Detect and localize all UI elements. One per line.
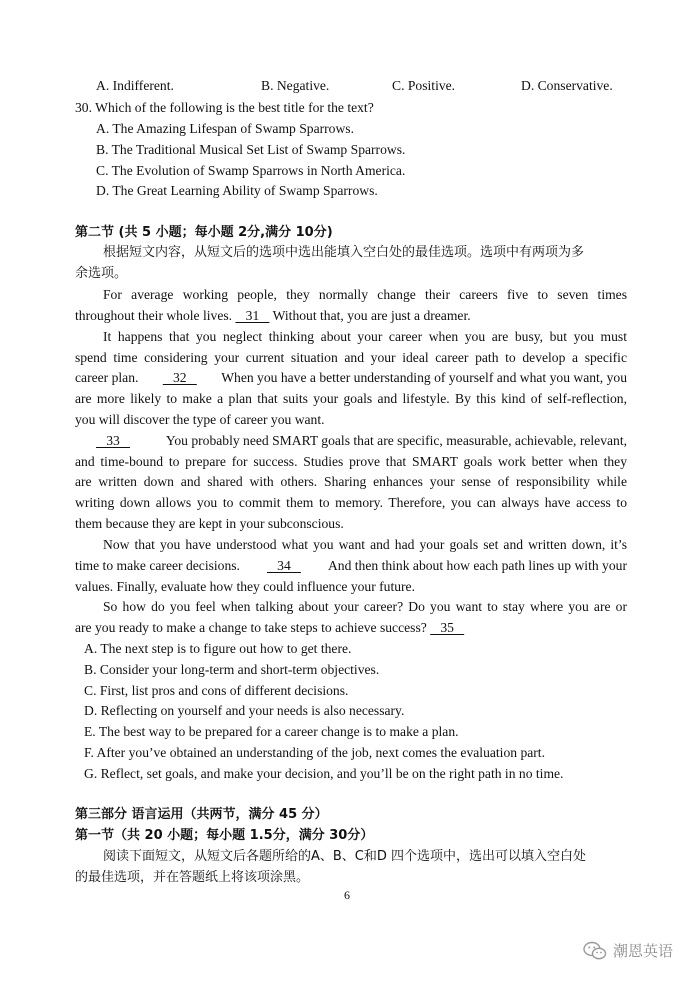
passage-line: throughout their whole lives. 31 Without that, you are just a dreamer. (75, 308, 471, 323)
page-number: 6 (344, 888, 350, 902)
q29-option-d: D. Conservative. (521, 78, 613, 93)
section2-option-g: G. Reflect, set goals, and make your decision, and you’ll be on the right path in no time. (84, 766, 564, 781)
passage-line: For average working people, they normally change their careers five to seven times (103, 287, 627, 302)
passage-line: are written down and shared with others. Sharing enhances your sense of responsibility while (75, 474, 627, 489)
passage-line: So how do you feel when talking about your career? Do you want to stay where you are or (103, 599, 627, 614)
q30-option-b: B. The Traditional Musical Set List of Swamp Sparrows. (96, 142, 406, 157)
section2-option-d: D. Reflecting on yourself and your needs is also necessary. (84, 703, 405, 718)
blank-35: 35 (430, 620, 465, 635)
passage-line: them because they are kept in your subconscious. (75, 516, 344, 531)
q30-option-d: D. The Great Learning Ability of Swamp Sparrows. (96, 183, 378, 198)
passage-line: are more likely to make a plan that suits your goals and lifestyle. By this kind of self-reflection, (75, 391, 627, 406)
passage-line: and time-bound to prepare for success. Studies prove that SMART goals work better when they (75, 454, 627, 469)
passage-line: spend time considering your current situation and your ideal career path to develop a specific (75, 350, 627, 365)
q30-question: 30. Which of the following is the best title for the text? (75, 100, 374, 115)
part3-instruction-1: 阅读下面短文，从短文后各题所给的A、B、C和D 四个选项中，选出可以填入空白处 (103, 849, 587, 864)
part3-section1-heading: 第一节（共 20 小题；每小题 1.5分，满分 30分） (75, 828, 374, 843)
q29-option-b: B. Negative. (261, 78, 330, 93)
passage-line: writing down allows you to commit them to memory. Therefore, you can always have access to (75, 495, 627, 510)
section2-option-e: E. The best way to be prepared for a career change is to make a plan. (84, 724, 459, 739)
passage-line: time to make career decisions. 34 And then think about how each path lines up with your (75, 558, 627, 573)
section2-heading: 第二节 (共 5 小题；每小题 2分,满分 10分) (75, 225, 333, 240)
blank-31: 31 (235, 308, 270, 323)
blank-34: 34 (266, 558, 301, 573)
q29-option-c: C. Positive. (392, 78, 456, 93)
passage-line: are you ready to make a change to take steps to achieve success? 35 (75, 620, 465, 635)
passage-line: career plan. 32 When you have a better understanding of yourself and what you want, you (75, 370, 627, 385)
part3-heading: 第三部分 语言运用（共两节，满分 45 分） (75, 807, 328, 822)
q30-option-c: C. The Evolution of Swamp Sparrows in North America. (96, 163, 406, 178)
passage-line: Now that you have understood what you want and had your goals set and written down, it’s (103, 537, 627, 552)
section2-option-b: B. Consider your long-term and short-term objectives. (84, 662, 380, 677)
section2-instruction-2: 余选项。 (75, 266, 128, 281)
section2-option-f: F. After you’ve obtained an understanding of the job, next comes the evaluation part. (84, 745, 545, 760)
blank-33: 33 (96, 433, 130, 448)
blank-32: 32 (162, 370, 197, 385)
passage-line: values. Finally, evaluate how they could influence your future. (75, 579, 415, 594)
section2-option-c: C. First, list pros and cons of different decisions. (84, 683, 349, 698)
passage-line: It happens that you neglect thinking about your career when you are busy, but you must (103, 329, 627, 344)
passage-line: you will discover the type of career you want. (75, 412, 325, 427)
watermark-text: 潮恩英语 (613, 942, 674, 960)
passage-line: 33 You probably need SMART goals that are specific, measurable, achievable, relevant, (96, 433, 627, 448)
section2-instruction-1: 根据短文内容，从短文后的选项中选出能填入空白处的最佳选项。选项中有两项为多 (103, 245, 585, 260)
wechat-icon (583, 941, 607, 961)
part3-instruction-2: 的最佳选项，并在答题纸上将该项涂黑。 (75, 870, 310, 885)
watermark (583, 940, 673, 961)
q30-option-a: A. The Amazing Lifespan of Swamp Sparrows. (96, 121, 354, 136)
q29-option-a: A. Indifferent. (96, 78, 174, 93)
section2-option-a: A. The next step is to figure out how to get there. (84, 641, 352, 656)
